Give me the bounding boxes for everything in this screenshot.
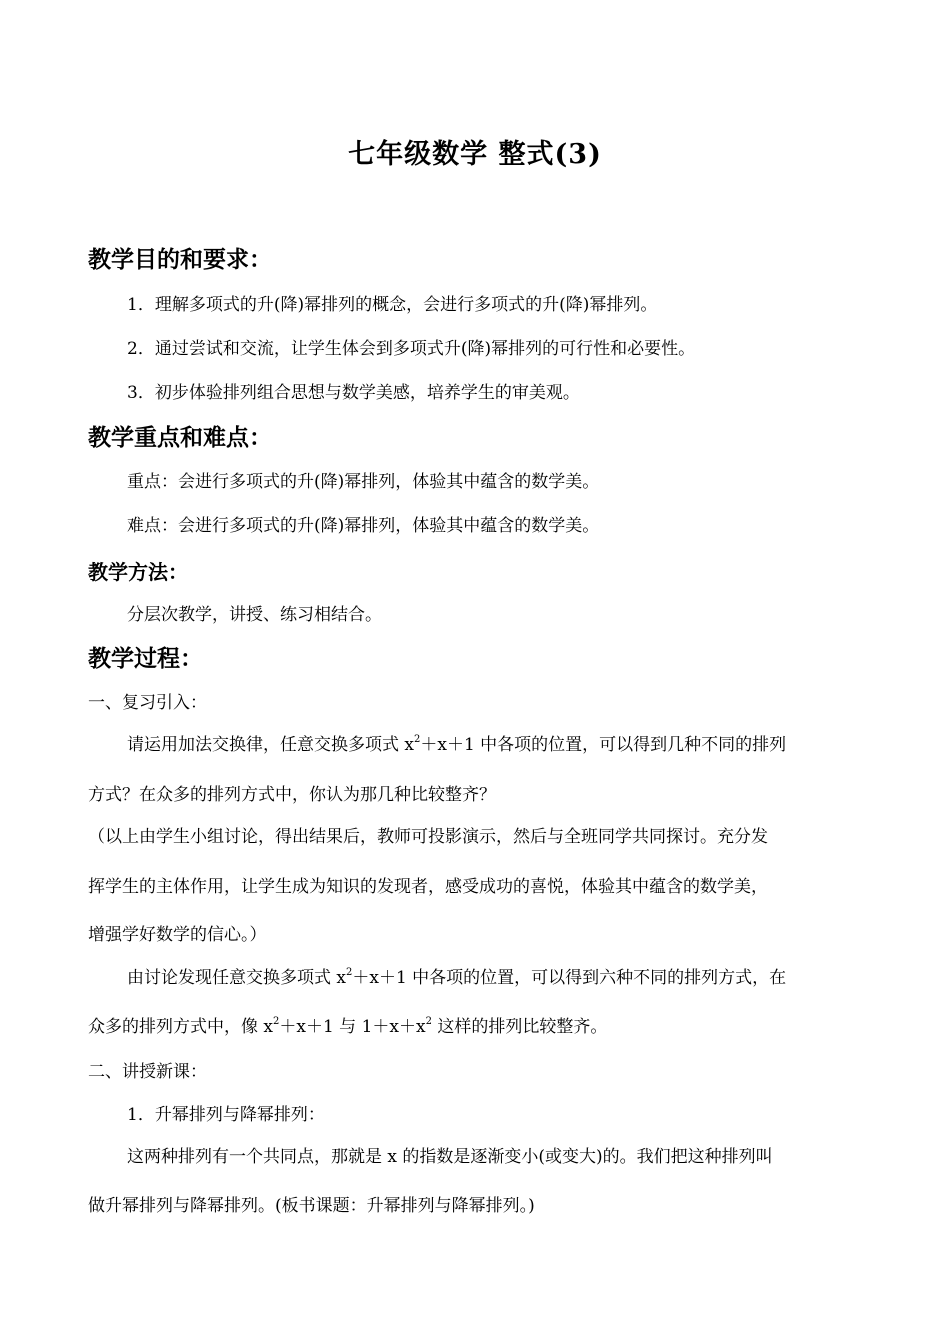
new-lesson-heading: 二、讲授新课： (88, 1062, 207, 1082)
review-question-line-2: 方式？在众多的排列方式中，你认为那几种比较整齐？ (88, 785, 496, 805)
objectives-heading: 教学目的和要求： (88, 246, 272, 273)
conclusion-line-1: 由讨论发现任意交换多项式 $x^2+x+1$ 中各项的位置，可以得到六种不同的排列方式，在 (127, 967, 787, 988)
objective-item-3: 3．初步体验排列组合思想与数学美感，培养学生的审美观。 (127, 383, 580, 403)
teacher-note-line-3: 增强学好数学的信心。） (88, 925, 267, 945)
conclusion-line-2: 众多的排列方式中，像 $x^2+x+1$ 与 $1+x+x^2$ 这样的排列比较整齐。 (88, 1016, 608, 1037)
key-points-heading: 教学重点和难点： (88, 424, 272, 451)
new-lesson-line-1: 这两种排列有一个共同点，那就是 x 的指数是逐渐变小(或变大)的。我们把这种排列叫 (127, 1147, 773, 1167)
teacher-note-line-1: （以上由学生小组讨论，得出结果后，教师可投影演示，然后与全班同学共同探讨。充分发 (88, 827, 768, 847)
difficulty-point: 难点：会进行多项式的升(降)幂排列，体验其中蕴含的数学美。 (127, 516, 600, 536)
review-question-line-1: 请运用加法交换律，任意交换多项式 $x^2+x+1$ 中各项的位置，可以得到几种不同的排列 (127, 734, 787, 755)
new-lesson-line-2: 做升幂排列与降幂排列。(板书课题：升幂排列与降幂排列。) (88, 1196, 535, 1216)
process-heading: 教学过程： (88, 645, 203, 672)
objective-item-1: 1．理解多项式的升(降)幂排列的概念，会进行多项式的升(降)幂排列。 (127, 295, 658, 315)
objective-item-2: 2．通过尝试和交流，让学生体会到多项式升(降)幂排列的可行性和必要性。 (127, 339, 696, 359)
teacher-note-line-2: 挥学生的主体作用，让学生成为知识的发现者，感受成功的喜悦，体验其中蕴含的数学美， (88, 877, 768, 897)
method-heading: 教学方法： (88, 560, 188, 584)
new-lesson-subheading: 1．升幂排列与降幂排列： (127, 1105, 325, 1125)
document-title: 七年级数学 整式(3) (348, 139, 602, 170)
method-text: 分层次教学，讲授、练习相结合。 (127, 605, 382, 625)
review-heading: 一、复习引入： (88, 693, 207, 713)
focus-point: 重点：会进行多项式的升(降)幂排列，体验其中蕴含的数学美。 (127, 472, 600, 492)
